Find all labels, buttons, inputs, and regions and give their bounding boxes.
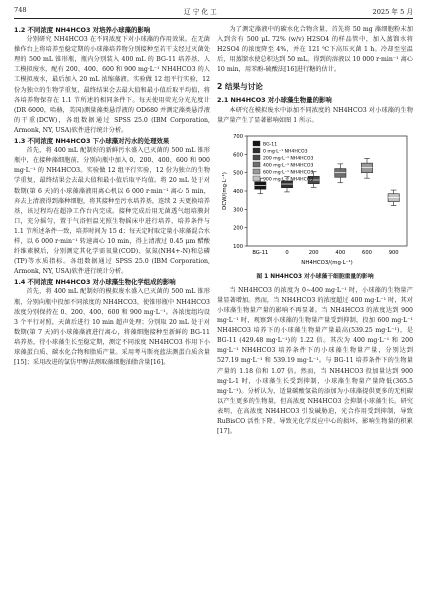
y-tick-label: 200 <box>233 225 243 232</box>
section-2-1-body: 本研究在模拟废水中添加不同浓度的 NH4HCO3 对小球藻的生物量产量产生了显著影响如图 1 所示。 <box>217 106 413 124</box>
section-2-1-title: 2.1 NH4HCO3 对小球藻生物量的影响 <box>217 96 332 105</box>
x-tick-label: 600 <box>362 249 372 256</box>
legend-swatch <box>253 148 260 153</box>
section-2-title: 2 结果与讨论 <box>217 82 263 92</box>
y-tick-label: 600 <box>233 152 243 159</box>
dcw-boxplot <box>217 128 413 272</box>
x-tick-label: 0 <box>285 249 289 256</box>
page-number: 748 <box>14 6 27 14</box>
y-tick-label: 700 <box>233 133 243 140</box>
y-axis-label: DCW/(mg·L⁻¹) <box>222 171 228 210</box>
x-axis-label: NH4HCO3/(mg·L⁻¹) <box>301 259 353 266</box>
legend-swatch <box>253 141 260 146</box>
legend-label: 200 mg·L⁻¹ NH4HCO3 <box>263 156 314 162</box>
legend-label: BG-11 <box>263 142 278 148</box>
x-tick-label: 200 <box>308 249 319 256</box>
legend-label: 600 mg·L⁻¹ NH4HCO3 <box>263 170 314 176</box>
section-1-2-body: 分别研究 NH4HCO3 在不同浓度下对小球藻的作用效果。在无菌操作台上将培养至稳定期的小球藻培养物分别接种至若干支经过灭菌处理的 500 mL 锥形瓶，瓶内分别装入 400 mL 的 BG-11 培养基、人工模拟废水，配有 200、400、600 和 900 mg·L⁻¹ NH4HCO3 的人工模拟废水，最后加入 20 mL 浓缩藻液。实验做 12 组平行实验，12 份为独立的生物学重复，最终结果会去最大值和最小值后取平均值，将各培养物保存在 1.1 节所述的相同条件下。每天使用荧光分光光度计(DR 6000，哈赫，美国)测量藻类悬浮液的 OD680 并测定藻类悬浮液的干重(DCW)，各组数据通过 SPSS 25.0 (IBM Corporation, Armonk, NY, USA)软件进行统计分析。 <box>14 36 210 134</box>
section-1-2-title: 1.2 不同浓度 NH4HCO3 对培养小球藻的影响 <box>14 26 151 34</box>
journal-name: 辽 宁 化 工 <box>184 8 217 16</box>
x-tick-label: 900 <box>388 249 399 256</box>
x-tick-label: BG-11 <box>252 249 269 256</box>
legend-swatch <box>253 155 260 160</box>
box-iqr <box>361 163 372 173</box>
carbohydrate-method-text: 为了测定藻液中的碳水化合物含量，首先将 50 mg 藻细胞粉末加入到含有 500 μL 72% (w/v) H2SO4 的样品管中，加入蒸馏水将 H2SO4 的浓度降至 4%，并在 121 ℃下高压灭菌 1 h。冷却至室温后，用蒸馏水使总积达到 50 mL。得到的溶液以 10 000 r·min⁻¹ 离心 10 min，用苯酚-硫酸法[16]进行糖的估计。 <box>217 26 413 74</box>
y-tick-label: 400 <box>233 188 243 195</box>
legend-label: 900 mg·L⁻¹ NH4HCO3 <box>263 177 314 183</box>
section-1-4-title: 1.4 不同浓度 NH4HCO3 对小球藻生物化学组成的影响 <box>14 278 176 287</box>
y-tick-label: 300 <box>233 207 243 214</box>
section-1-3-title: 1.3 不同浓度 NH4HCO3 下小球藻对污水的处理效果 <box>14 137 170 146</box>
figure-1 <box>217 128 413 272</box>
legend-swatch <box>253 162 260 167</box>
running-header <box>14 6 413 18</box>
y-tick-label: 500 <box>233 170 243 177</box>
y-tick-label: 100 <box>233 243 243 250</box>
results-discussion-text: 当 NH4HCO3 的浓度为 0~400 mg·L⁻¹ 时，小球藻的生物量产量显著增加。然而，当 NH4HCO3 的浓度超过 400 mg·L⁻¹ 时，其对小球藻生物量产量的影响不再显著。当 NH4HCO3 的浓度达到 900 mg·L⁻¹ 时，观察到小球藻的生物量产量受到抑制，投加 600 mg·L⁻¹ NH4HCO3 培养下的小球藻生物量产量最高(539.25 mg·L⁻¹)，是 BG-11 (429.48 mg·L⁻¹)的 1.22 倍。其次为 400 mg·L⁻¹ 和 200 mg·L⁻¹ NH4HCO3 培养条件下的小球藻生物量产量，分别达到 527.19 mg·L⁻¹ 和 539.19 mg·L⁻¹。与 BG-11 培养条件下的生物量产量的 1.18 倍和 1.07 倍。然而，当 NH4HCO3 投加量达到 900 mg·L-1 时，小球藻生长受到抑制，小球藻生物量产量降低(365.5 mg·L⁻¹)。分析认为，适量碳酸氢盐的添加为小球藻提供更多的无机碳以产生更多的生物量，但高浓度 NH4HCO3 会抑制小球藻生长。研究表明，在高浓度 NH4HCO3 引发碱胁迫，光合作用受到抑制，导致 RuBisCO 活性下降、导致光化学反应中心的损坏，影响生物量的积累[17]。 <box>217 286 413 436</box>
section-1-3-body: 首先，将 400 mL 配制好的新鲜污水盛入已灭菌的 500 mL 锥形瓶中，在接种藻细胞前，分别向瓶中加入 0、200、400、600 和 900 mg·L⁻¹ 的 NH4HCO3。实验做 12 组平行实验，12 份为独立的生物学重复，最终结果会去最大值和最小值后取平均值。将 20 mL 处于对数期(第 6 天)的小球藻藻液用离心机以 6 000 r·min⁻¹ 离心 5 min，弃去上清液得到藻种细胞，将其接种至污水培养基，连续 2 天更换培养基，该过程均在超净工作台内完成。接种完成后用无菌透气组培膜封口，充分摇匀，置于气浴恒温光照生物摇床中进行培养，培养条件与 1.1 节所述条件一致，培养时间为 15 d；每天定时取定量小球藻混合水样，以 6 000 r·min⁻¹ 转速离心 10 min，得上清液过 0.45 μm 醋酸纤维素膜后，分别测定其化学需氧量(COD)、氨氮(NH4+-N)和总磷(TP)等水质指标。各组数据通过 SPSS 25.0 (IBM Corporation, Armonk, NY, USA)软件进行统计分析。 <box>14 147 210 276</box>
x-tick-label: 400 <box>335 249 346 256</box>
section-1-4-body: 首先，将 400 mL 配制好的模拟废水盛入已灭菌的 500 mL 锥形瓶，分别向瓶中投加不同浓度的 NH4HCO3，使锥形瓶中 NH4HCO3 浓度分别保持在 0、200、400、600 和 900 mg·L⁻¹。各浓度组均设 3 个平行对照，天菌后进行 10 min 超声处理；分别取 20 mL 处于对数期(第 7 天)的小球藻藻液进行离心，将藻细胞接种至新鲜的 BG-11 培养基，待小球藻生长至稳定期，测定不同浓度 NH4HCO3 作用下小球藻蛋白质、碳水化合物和脂质产量。采用考马斯亮蓝法测蛋白质含量[15]；采用改进的氯仿甲醇法测取藻细胞油脂含量[16]。 <box>14 288 210 367</box>
left-column <box>14 25 210 368</box>
figure-1-caption: 图 1 NH4HCO3 对小球藻干细胞重量的影响 <box>256 273 374 280</box>
legend-label: 400 mg·L⁻¹ NH4HCO3 <box>263 163 314 169</box>
legend-swatch <box>253 176 260 181</box>
legend-swatch <box>253 169 260 174</box>
issue-date: 2025 年 5 月 <box>372 8 413 16</box>
legend-label: 0 mg·L⁻¹ NH4HCO3 <box>263 149 308 155</box>
right-column <box>217 25 413 437</box>
header-rule <box>14 18 413 19</box>
